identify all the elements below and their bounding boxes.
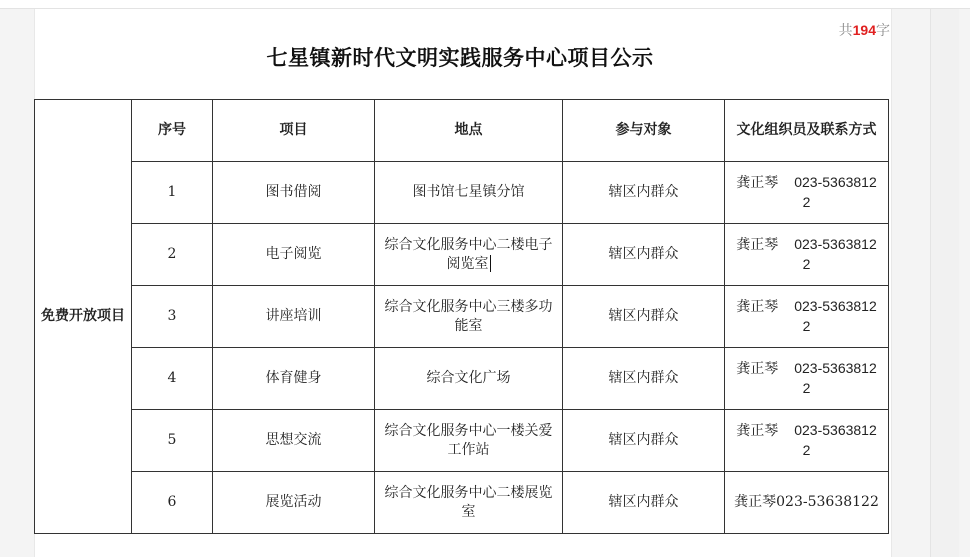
contact-name: 龚正琴 <box>736 361 779 377</box>
cell-seq[interactable]: 5 <box>132 410 213 472</box>
header-contact[interactable]: 文化组织员及联系方式 <box>725 100 889 162</box>
contact-name: 龚正琴 <box>736 237 779 253</box>
cell-project[interactable]: 图书借阅 <box>213 162 375 224</box>
contact-phone-tail: 2 <box>802 318 811 334</box>
cell-contact[interactable] <box>725 286 889 348</box>
table-header-row <box>35 100 889 162</box>
table-row <box>35 286 889 348</box>
cell-contact[interactable] <box>725 348 889 410</box>
cell-contact[interactable]: 龚正琴023-53638122 <box>725 472 889 534</box>
header-seq[interactable]: 序号 <box>132 100 213 162</box>
cell-audience[interactable]: 辖区内群众 <box>563 410 725 472</box>
contact-phone-tail: 2 <box>802 380 811 396</box>
cell-seq[interactable]: 3 <box>132 286 213 348</box>
contact-phone-tail: 2 <box>802 194 811 210</box>
word-count-number: 194 <box>852 22 876 38</box>
cell-location[interactable]: 图书馆七星镇分馆 <box>375 162 563 224</box>
cell-seq[interactable]: 1 <box>132 162 213 224</box>
cell-audience[interactable]: 辖区内群众 <box>563 348 725 410</box>
cell-contact[interactable] <box>725 162 889 224</box>
cell-project[interactable]: 电子阅览 <box>213 224 375 286</box>
cell-project[interactable]: 思想交流 <box>213 410 375 472</box>
table-row <box>35 224 889 286</box>
word-count-suffix: 字 <box>876 22 890 38</box>
project-table[interactable] <box>34 99 889 534</box>
cell-project[interactable]: 展览活动 <box>213 472 375 534</box>
cell-audience[interactable]: 辖区内群众 <box>563 162 725 224</box>
table-row <box>35 472 889 534</box>
cell-location[interactable]: 综合文化服务中心一楼关爱工作站 <box>375 410 563 472</box>
contact-phone: 023-5363812 <box>794 298 877 314</box>
cell-audience[interactable]: 辖区内群众 <box>563 224 725 286</box>
cell-seq[interactable]: 4 <box>132 348 213 410</box>
contact-phone: 023-5363812 <box>794 422 877 438</box>
cell-seq[interactable]: 6 <box>132 472 213 534</box>
cell-seq[interactable]: 2 <box>132 224 213 286</box>
contact-name: 龚正琴 <box>736 423 779 439</box>
header-project[interactable]: 项目 <box>213 100 375 162</box>
contact-name: 龚正琴 <box>736 299 779 315</box>
contact-phone: 023-5363812 <box>794 174 877 190</box>
location-text: 综合文化服务中心二楼电子阅览室 <box>384 236 553 272</box>
cell-contact[interactable] <box>725 410 889 472</box>
header-location[interactable]: 地点 <box>375 100 563 162</box>
cell-location[interactable] <box>375 224 563 286</box>
contact-name: 龚正琴 <box>736 175 779 191</box>
contact-phone: 023-5363812 <box>794 236 877 252</box>
cell-location[interactable]: 综合文化服务中心三楼多功能室 <box>375 286 563 348</box>
cell-project[interactable]: 体育健身 <box>213 348 375 410</box>
cell-audience[interactable]: 辖区内群众 <box>563 472 725 534</box>
table-row <box>35 162 889 224</box>
contact-phone: 023-5363812 <box>794 360 877 376</box>
header-audience[interactable]: 参与对象 <box>563 100 725 162</box>
cell-project[interactable]: 讲座培训 <box>213 286 375 348</box>
table-row <box>35 410 889 472</box>
word-count-prefix: 共 <box>838 22 853 38</box>
contact-phone-tail: 2 <box>802 256 811 272</box>
contact-phone-tail: 2 <box>802 442 811 458</box>
cell-location[interactable]: 综合文化服务中心二楼展览室 <box>375 472 563 534</box>
text-cursor <box>490 255 491 272</box>
word-count <box>839 20 890 40</box>
cell-audience[interactable]: 辖区内群众 <box>563 286 725 348</box>
cell-contact[interactable] <box>725 224 889 286</box>
cell-location[interactable]: 综合文化广场 <box>375 348 563 410</box>
group-label-cell[interactable]: 免费开放项目 <box>35 100 132 534</box>
top-toolbar-edge <box>0 0 970 9</box>
table-row <box>35 348 889 410</box>
document-title: 七星镇新时代文明实践服务中心项目公示 <box>266 45 654 70</box>
vertical-scrollbar[interactable] <box>930 9 959 557</box>
